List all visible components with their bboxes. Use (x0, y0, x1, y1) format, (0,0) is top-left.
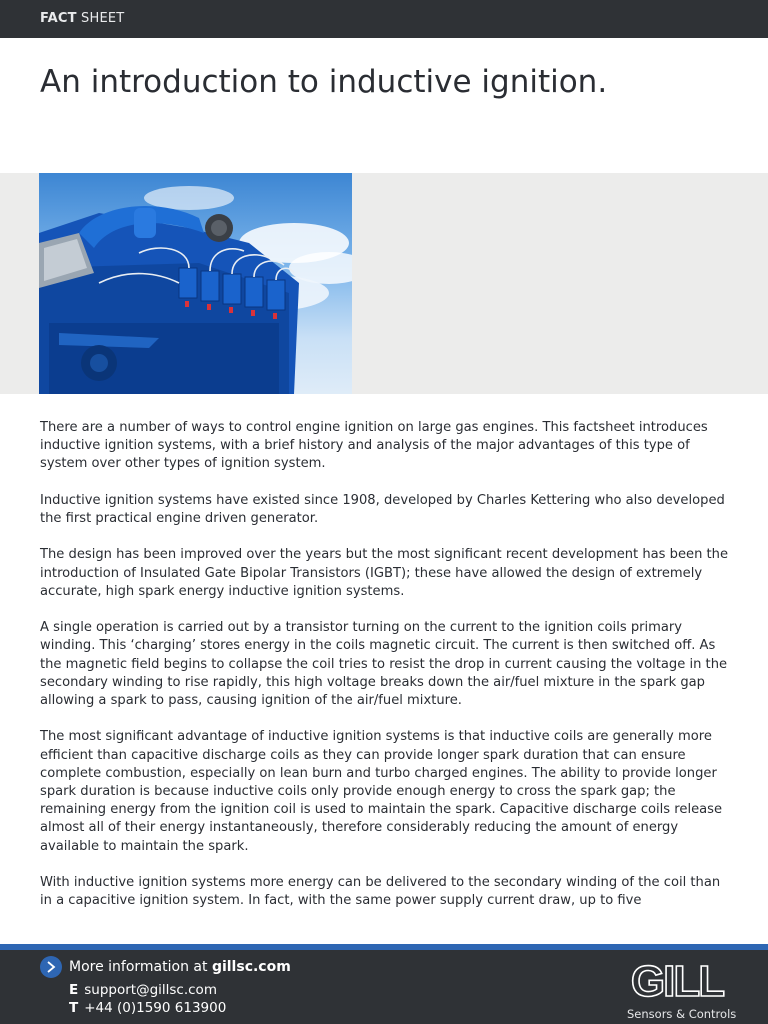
more-info-text (69, 959, 291, 975)
website-link[interactable]: gillsc.com (211, 959, 291, 975)
phone-label: T (69, 1000, 79, 1016)
footer (0, 950, 768, 1024)
phone-number[interactable]: +44 (0)1590 613900 (84, 1000, 227, 1016)
gill-logo (627, 956, 737, 1022)
engine-photo-icon (39, 173, 352, 394)
paragraph-5: The most significant advantage of inductive ignition systems is that inductive coils are generally more efficient than capacitive discharge coils as they can provide longer spark duration that can ensure complete combustion, especially on lean burn and turbo charged engines. The ability to provide longer spark duration is because inductive coils only provide enough energy to cross the spark gap; the remaining energy from the ignition coil is used to maintain the spark. Capacitive discharge coils release almost all of their energy instantaneously, therefore considerably reducing the amount of energy available to maintain the spark. (40, 729, 723, 854)
top-bar (0, 0, 768, 38)
page-title: An introduction to inductive ignition. (40, 64, 608, 100)
engine-illustration (39, 173, 352, 394)
paragraph-1: There are a number of ways to control engine ignition on large gas engines. This factsheet introduces inductive ignition systems, with a brief history and analysis of the major advantages of this type of system over other types of ignition system. (40, 420, 708, 472)
sheet-label: SHEET (81, 11, 125, 26)
email-label: E (69, 982, 79, 998)
logo-text: GILL (630, 957, 724, 1004)
more-info-prefix: More information at (69, 959, 208, 975)
paragraph-6: With inductive ignition systems more energy can be delivered to the secondary winding of the coil than in a capacitive ignition system. In fact, with the same power supply current draw, up to five (40, 875, 721, 909)
paragraph-4: A single operation is carried out by a transistor turning on the current to the ignition coils primary winding. This ‘charging’ stores energy in the coils magnetic circuit. The current is then switched off. As the magnetic field begins to collapse the coil tries to resist the drop in current causing the voltage in the secondary winding to rise rapidly, this high voltage breaks down the air/fuel mixture in the spark gap allowing a spark to pass, causing ignition of the air/fuel mixture. (40, 620, 728, 708)
phone-line (69, 1000, 226, 1016)
fact-sheet-label (40, 11, 124, 26)
more-info-link[interactable] (40, 956, 291, 978)
paragraph-2: Inductive ignition systems have existed since 1908, developed by Charles Kettering who also developed the first practical engine driven generator. (40, 492, 725, 526)
gill-logo-icon (627, 956, 727, 1004)
paragraph-3: The design has been improved over the years but the most significant recent development has been the introduction of Insulated Gate Bipolar Transistors (IGBT); these have allowed the design of extremely accurate, high spark energy inductive ignition systems. (40, 547, 729, 599)
logo-tagline: Sensors & Controls (627, 1007, 737, 1021)
body-text (40, 419, 730, 929)
chevron-right-icon (40, 956, 62, 978)
email-link[interactable]: support@gillsc.com (84, 982, 217, 998)
email-line (69, 982, 217, 998)
fact-label: FACT (40, 11, 77, 26)
